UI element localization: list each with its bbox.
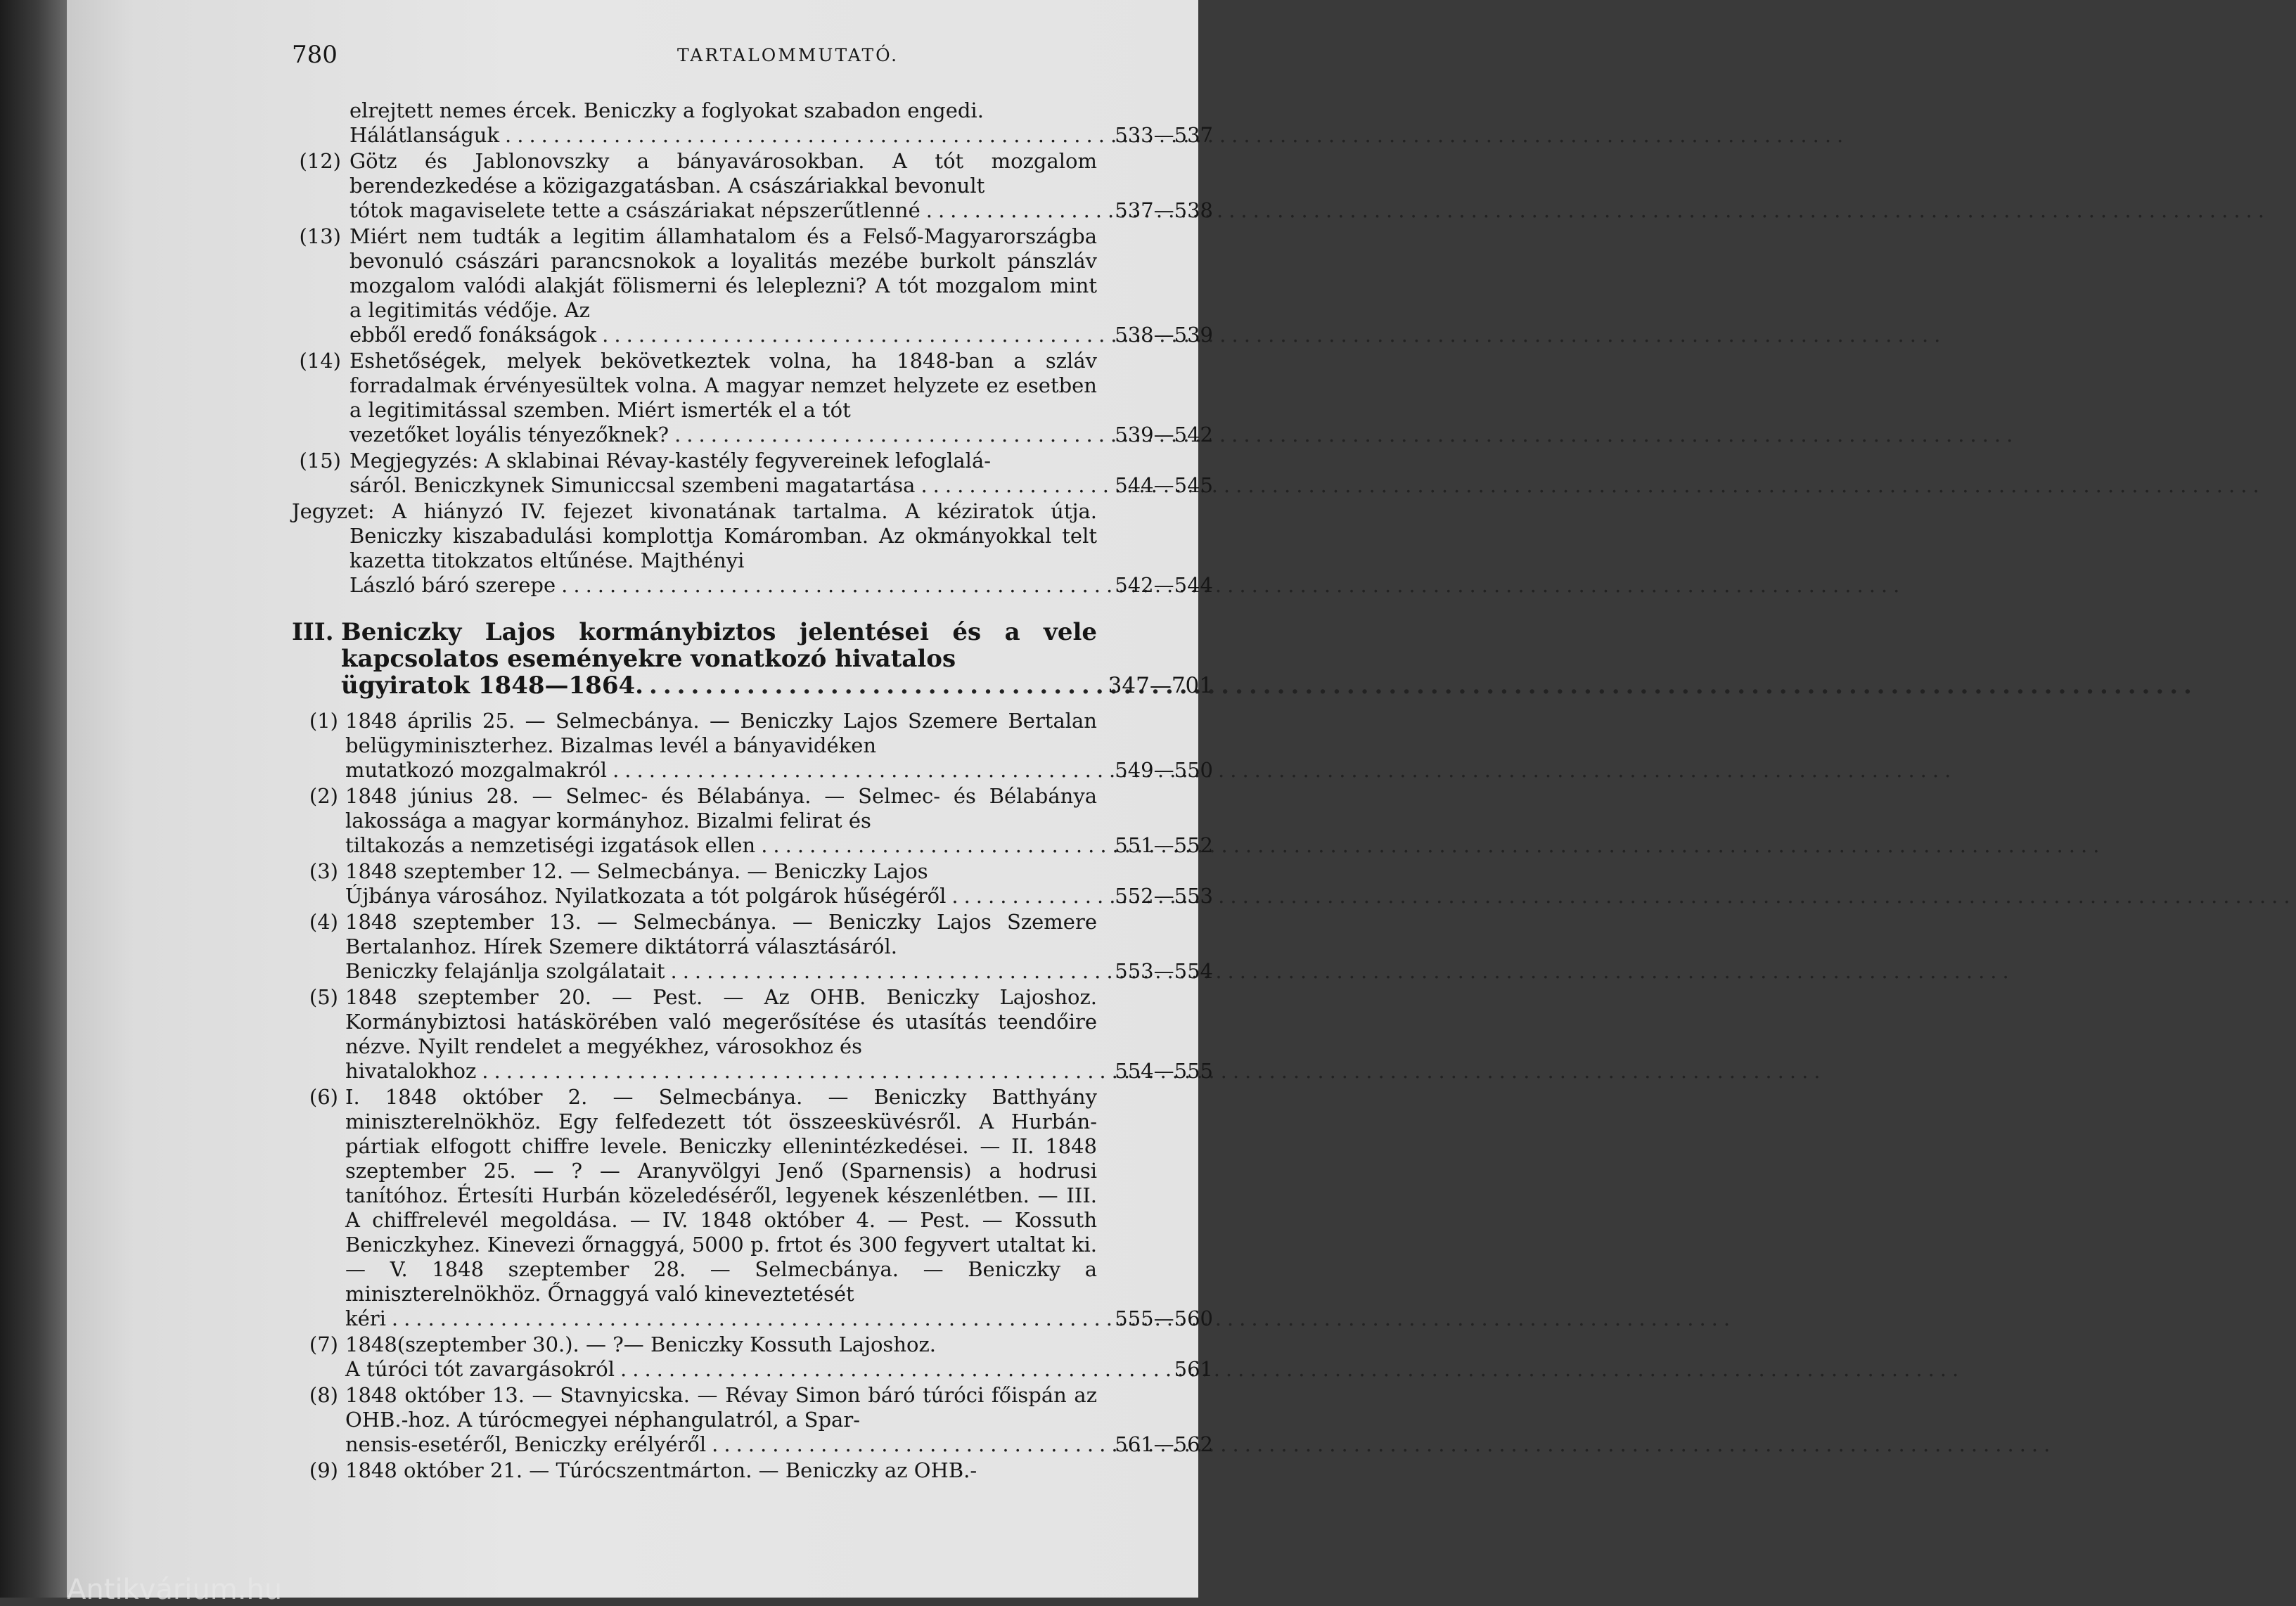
toc-section-iii bbox=[292, 619, 1213, 699]
entry-text: Eshetőségek, melyek bekövetkeztek volna, ha 1848-ban a szláv forradalmak érvényesültek volna. A magyar nemzet helyzete ez esetben a legitimitással szemben. Miért ismerték el a tót bbox=[349, 349, 1097, 422]
entry-last-line bbox=[349, 423, 1097, 447]
toc-entry bbox=[292, 1458, 1213, 1483]
entry-number: (3) bbox=[309, 859, 338, 883]
leader-dots bbox=[602, 323, 1946, 347]
section-pages: 347—701 bbox=[1108, 673, 1213, 698]
entry-last-text: A túróci tót zavargásokról bbox=[345, 1357, 615, 1381]
entry-last-text: Újbánya városához. Nyilatkozata a tót polgárok hűségéről bbox=[345, 884, 947, 908]
entry-number: (15) bbox=[299, 449, 341, 473]
entry-number: (8) bbox=[309, 1383, 338, 1407]
entry-text: Götz és Jablonovszky a bányavárosokban. A tót mozgalom berendezkedése a közigazgatásban. A császáriakkal bevonult bbox=[349, 149, 1097, 198]
entry-pages: 539—542 bbox=[1115, 423, 1213, 447]
entry-pages: 538—539 bbox=[1115, 323, 1213, 347]
leader-dots bbox=[561, 573, 1905, 598]
entry-pages: 561 bbox=[1174, 1357, 1213, 1381]
toc-entry bbox=[292, 224, 1213, 347]
entry-pages: 555—560 bbox=[1115, 1306, 1213, 1330]
entry-text: elrejtett nemes ércek. Beniczky a foglyokat szabadon engedi. bbox=[349, 98, 984, 122]
entry-number: (4) bbox=[309, 910, 338, 934]
page-header bbox=[292, 41, 1213, 76]
toc-entry bbox=[292, 985, 1213, 1084]
entry-pages: 553—554 bbox=[1115, 959, 1213, 983]
entry-text: I. 1848 október 2. — Selmecbánya. — Beniczky Batthyány miniszterelnökhöz. Egy felfedezett tót összeesküvésről. A Hurbán-pártiak elfogott chiffre levele. Beniczky ellenintézkedései. — II. 1848 szeptember 25. — ? — Aranyvölgyi Jenő (Sparnensis) a hodrusi tanítóhoz. Értesíti Hurbán közeledéséről, legyenek készenlétben. — III. A chiffrelevél megoldása. — IV. 1848 október 4. — Pest. — Kossuth Beniczkyhez. Kinevezi őrnaggyá, 5000 p. frtot és 300 fegyvert utaltat ki. — V. 1848 szeptember 28. — Selmecbánya. — Beniczky a miniszterelnökhöz. Őrnaggyá való kineveztetését bbox=[345, 1085, 1097, 1306]
toc-entry bbox=[292, 1085, 1213, 1331]
toc-entry bbox=[292, 859, 1213, 908]
entry-last-line bbox=[345, 884, 1097, 908]
entry-number: (1) bbox=[309, 709, 338, 733]
entry-last-text: hivatalokhoz bbox=[345, 1059, 477, 1083]
entry-last-text: kéri bbox=[345, 1306, 386, 1330]
entry-text: 1848 április 25. — Selmecbánya. — Beniczky Lajos Szemere Bertalan belügyminiszterhez. Bizalmas levél a bányavidéken bbox=[345, 709, 1097, 757]
entry-number: (14) bbox=[299, 349, 341, 373]
toc-entry bbox=[292, 784, 1213, 858]
note-pages: 542—544 bbox=[1115, 573, 1213, 597]
entry-pages: 549—550 bbox=[1115, 758, 1213, 782]
toc-group-section-iii bbox=[292, 709, 1213, 1483]
entry-last-line bbox=[349, 323, 1097, 347]
entry-number: (9) bbox=[309, 1458, 338, 1482]
entry-last-text: tótok magaviselete tette a császáriakat népszerűtlenné bbox=[349, 198, 921, 222]
entry-number: (12) bbox=[299, 149, 341, 173]
entry-last-line bbox=[349, 198, 1097, 223]
section-number: III. bbox=[292, 618, 334, 646]
entry-pages: 551—552 bbox=[1115, 833, 1213, 857]
entry-last-line bbox=[349, 473, 1097, 498]
entry-text: 1848 szeptember 12. — Selmecbánya. — Beniczky Lajos bbox=[345, 859, 928, 883]
entry-pages: 537—538 bbox=[1115, 198, 1213, 222]
entry-last-line bbox=[349, 123, 1097, 148]
toc-note bbox=[292, 499, 1213, 598]
entry-last-text: tiltakozás a nemzetiségi izgatások ellen bbox=[345, 833, 756, 857]
toc-entry bbox=[292, 98, 1213, 148]
leader-dots bbox=[392, 1306, 1736, 1331]
entry-text: Megjegyzés: A sklabinai Révay-kastély fegyvereinek lefoglalá- bbox=[349, 449, 992, 473]
leader-dots bbox=[671, 959, 2015, 984]
entry-pages: 561—562 bbox=[1115, 1432, 1213, 1456]
watermark-text: Antikvárium.hu bbox=[67, 1574, 283, 1606]
toc-entry bbox=[292, 449, 1213, 498]
note-last-text: László báró szerepe bbox=[349, 573, 556, 597]
toc-entry bbox=[292, 709, 1213, 783]
entry-text: Miért nem tudták a legitim államhatalom és a Felső-Magyarországba bevonuló császári parancsnokok a loyalitás mezébe burkolt pánszláv mozgalom valódi alakját fölismerni és leleplezni? A tót mozgalom mint a legitimitás védője. Az bbox=[349, 224, 1097, 322]
section-last-line bbox=[341, 672, 1097, 699]
toc-group-chapter-ii bbox=[292, 98, 1213, 498]
entry-pages: 554—555 bbox=[1115, 1059, 1213, 1083]
entry-last-text: Beniczky felajánlja szolgálatait bbox=[345, 959, 665, 983]
entry-last-text: sáról. Beniczkynek Simuniccsal szembeni magatartása bbox=[349, 473, 916, 497]
entry-last-text: Hálátlanságuk bbox=[349, 123, 500, 147]
toc-entry bbox=[292, 1383, 1213, 1457]
entry-number: (5) bbox=[309, 985, 338, 1009]
toc-entry bbox=[292, 349, 1213, 447]
entry-last-line bbox=[345, 1357, 1097, 1382]
entry-last-line bbox=[345, 1059, 1097, 1084]
entry-number: (2) bbox=[309, 784, 338, 808]
section-last-text: ügyiratok 1848—1864. bbox=[341, 672, 643, 700]
note-label: Jegyzet: bbox=[292, 499, 375, 523]
entry-pages: 552—553 bbox=[1115, 884, 1213, 908]
book-page bbox=[67, 0, 1213, 1606]
entry-last-line bbox=[345, 833, 1097, 858]
leader-dots bbox=[712, 1432, 2056, 1457]
entry-pages: 533—537 bbox=[1115, 123, 1213, 147]
leader-dots bbox=[613, 758, 1956, 783]
entry-number: (13) bbox=[299, 224, 341, 248]
running-title: TARTALOMMUTATÓ. bbox=[677, 45, 899, 65]
section-title: Beniczky Lajos kormánybiztos jelentései és a vele kapcsolatos eseményekre vonatkozó hivatalos bbox=[341, 618, 1097, 673]
entry-text: 1848 szeptember 20. — Pest. — Az OHB. Beniczky Lajoshoz. Kormánybiztosi hatáskörében való megerősítése és utasítás teendőire nézve. Nyilt rendelet a megyékhez, városokhoz és bbox=[345, 985, 1097, 1058]
entry-number: (7) bbox=[309, 1332, 338, 1356]
entry-last-text: mutatkozó mozgalmakról bbox=[345, 758, 608, 782]
entry-last-text: ebből eredő fonákságok bbox=[349, 323, 597, 347]
entry-last-line bbox=[345, 1432, 1097, 1457]
entry-text: 1848 június 28. — Selmec- és Bélabánya. — Selmec- és Bélabánya lakossága a magyar kormányhoz. Bizalmi felirat és bbox=[345, 784, 1097, 833]
toc-entry bbox=[292, 1332, 1213, 1382]
entry-last-line bbox=[345, 758, 1097, 783]
toc-entry bbox=[292, 910, 1213, 984]
leader-dots bbox=[649, 672, 2198, 699]
entry-text: 1848 október 13. — Stavnyicska. — Révay Simon báró túróci főispán az OHB.-hoz. A túrócmegyei néphangulatról, a Spar- bbox=[345, 1383, 1097, 1432]
entry-pages: 544—545 bbox=[1115, 473, 1213, 497]
table-of-contents bbox=[292, 98, 1213, 1484]
entry-last-line bbox=[345, 959, 1097, 984]
entry-last-text: vezetőket loyális tényezőknek? bbox=[349, 423, 669, 447]
entry-text: 1848 október 21. — Túrócszentmárton. — Beniczky az OHB.- bbox=[345, 1458, 977, 1482]
entry-text: 1848(szeptember 30.). — ?— Beniczky Kossuth Lajoshoz. bbox=[345, 1332, 936, 1356]
note-text: A hiányzó IV. fejezet kivonatának tartalma. A kéziratok útja. Beniczky kiszabadulási komplottja Komáromban. Az okmányokkal telt kazetta titokzatos eltűnése. Majthényi bbox=[349, 499, 1097, 572]
leader-dots bbox=[674, 423, 2018, 447]
entry-number: (6) bbox=[309, 1085, 338, 1109]
note-last-line bbox=[349, 573, 1097, 598]
entry-text: 1848 szeptember 13. — Selmecbánya. — Beniczky Lajos Szemere Bertalanhoz. Hírek Szemere diktátorrá választásáról. bbox=[345, 910, 1097, 958]
toc-entry bbox=[292, 149, 1213, 223]
book-gutter bbox=[0, 0, 67, 1598]
entry-last-line bbox=[345, 1306, 1097, 1331]
page-number: 780 bbox=[292, 41, 338, 69]
leader-dots bbox=[620, 1357, 1964, 1382]
entry-last-text: nensis-esetéről, Beniczky erélyéről bbox=[345, 1432, 707, 1456]
leader-dots bbox=[761, 833, 2105, 858]
